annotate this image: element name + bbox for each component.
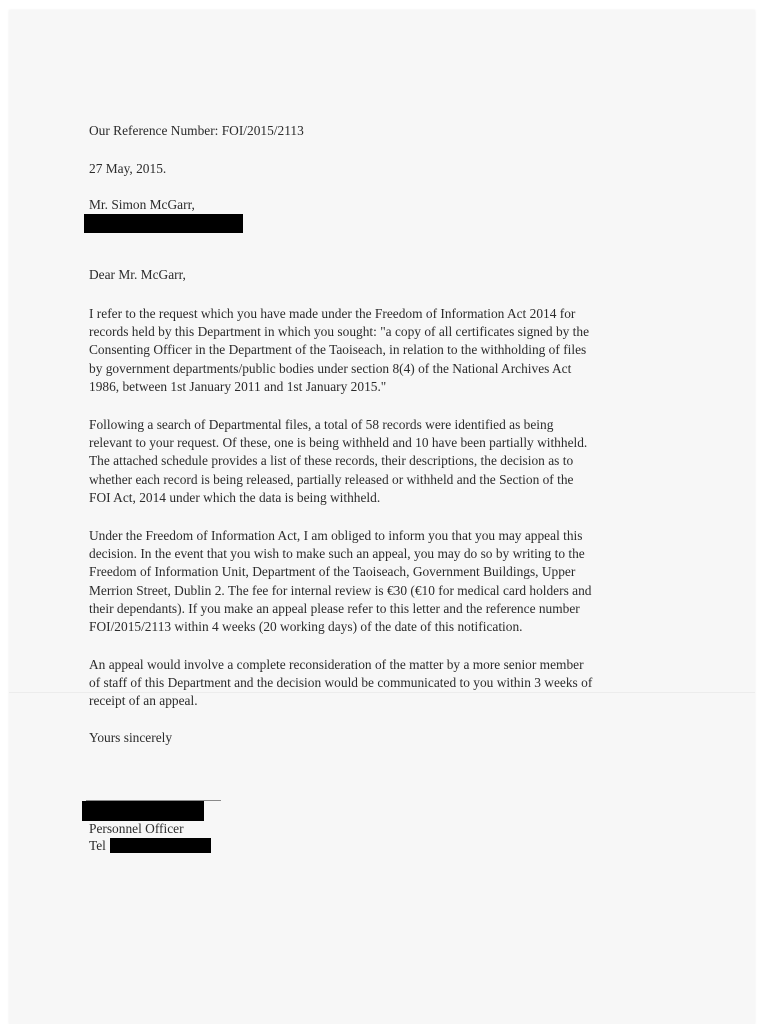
paragraph-line: Freedom of Information Unit, Department of the Taoiseach, Government Buildings, Upper — [89, 564, 576, 580]
paragraph-line: records held by this Department in which you sought: "a copy of all certificates signed by the — [89, 324, 590, 340]
paragraph-search-results — [89, 416, 587, 507]
paragraph-line: relevant to your request. Of these, one is being withheld and 10 have been partially withheld. — [89, 435, 588, 451]
paragraph-line: decision. In the event that you wish to make such an appeal, you may do so by writing to the — [89, 546, 585, 562]
letter-date: 27 May, 2015. — [89, 161, 167, 176]
paragraph-line: Consenting Officer in the Department of the Taoiseach, in relation to the withholding of files — [89, 342, 587, 358]
paragraph-line: The attached schedule provides a list of these records, their descriptions, the decision as to — [89, 453, 574, 469]
paragraph-line: FOI Act, 2014 under which the data is being withheld. — [89, 489, 381, 505]
redacted-signature — [82, 801, 204, 821]
addressee-name: Mr. Simon McGarr, — [89, 197, 195, 212]
reference-number: Our Reference Number: FOI/2015/2113 — [89, 123, 304, 138]
redacted-telephone — [110, 838, 211, 853]
paragraph-line: their dependants). If you make an appeal please refer to this letter and the reference number — [89, 600, 580, 616]
paragraph-line: whether each record is being released, partially released or withheld and the Section of the — [89, 471, 574, 487]
paragraph-line: FOI/2015/2113 within 4 weeks (20 working days) of the date of this notification. — [89, 619, 523, 635]
paragraph-line: of staff of this Department and the decision would be communicated to you within 3 weeks of — [89, 675, 593, 691]
telephone-label: Tel — [89, 838, 106, 853]
paragraph-line: I refer to the request which you have made under the Freedom of Information Act 2014 for — [89, 306, 576, 321]
paragraph-appeal-process — [89, 656, 592, 711]
paragraph-line: Merrion Street, Dublin 2. The fee for internal review is €30 (€10 for medical card holders and — [89, 582, 592, 598]
paragraph-line: by government departments/public bodies under section 8(4) of the National Archives Act — [89, 360, 572, 376]
paragraph-line: Following a search of Departmental files, a total of 58 records were identified as being — [89, 417, 554, 432]
paragraph-line: receipt of an appeal. — [89, 693, 198, 709]
paragraph-line: Under the Freedom of Information Act, I am obliged to inform you that you may appeal this — [89, 528, 583, 543]
signatory-title: Personnel Officer — [89, 821, 184, 836]
paragraph-appeal-rights — [89, 527, 591, 636]
paragraph-request — [89, 305, 589, 396]
paragraph-line: An appeal would involve a complete reconsideration of the matter by a more senior member — [89, 657, 584, 672]
salutation: Dear Mr. McGarr, — [89, 267, 186, 282]
closing: Yours sincerely — [89, 730, 173, 745]
paragraph-line: 1986, between 1st January 2011 and 1st January 2015." — [89, 378, 387, 394]
redacted-address — [84, 214, 243, 233]
